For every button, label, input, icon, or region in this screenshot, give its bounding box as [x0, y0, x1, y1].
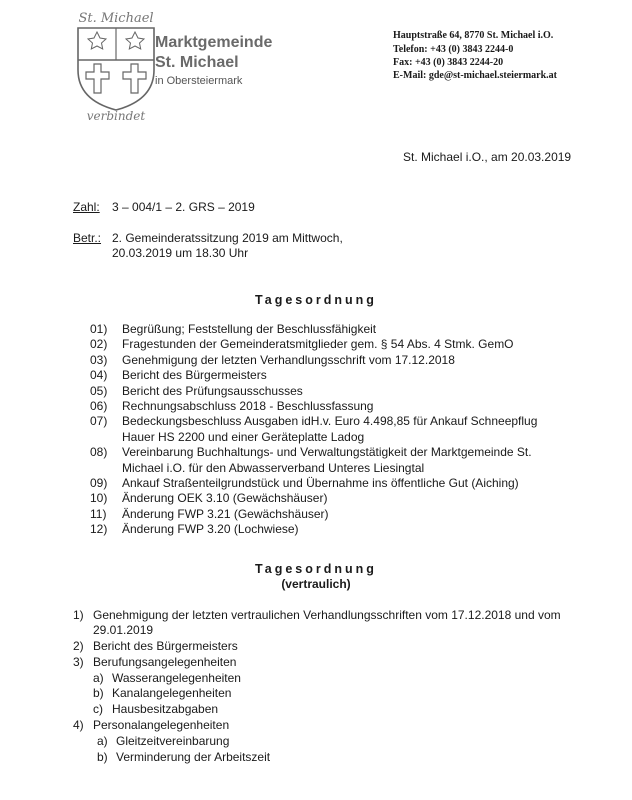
- betr-line-2: 20.03.2019 um 18.30 Uhr: [112, 246, 249, 260]
- confidential-agenda-title: Tagesordnung: [255, 562, 377, 576]
- agenda-item-text: Änderung FWP 3.20 (Lochwiese): [122, 522, 299, 537]
- agenda-item-text: Begrüßung; Feststellung der Beschlussfähigkeit: [122, 322, 377, 336]
- agenda-item-number: 10): [90, 491, 108, 506]
- zahl-label: Zahl:: [73, 200, 100, 214]
- agenda-item-number: 06): [90, 399, 108, 414]
- contact-phone: Telefon: +43 (0) 3843 2244-0: [393, 44, 514, 55]
- agenda-item: [90, 322, 560, 337]
- confidential-subitem-text: Gleitzeitvereinbarung: [116, 734, 230, 748]
- agenda-item-number: 02): [90, 337, 108, 352]
- confidential-subitem-number: a): [97, 734, 108, 748]
- zahl-value: 3 – 004/1 – 2. GRS – 2019: [112, 200, 255, 214]
- confidential-subitem-text: Hausbesitzabgaben: [112, 702, 219, 716]
- agenda-item-text: Rechnungsabschluss 2018 - Beschlussfassung: [122, 399, 374, 414]
- confidential-subitem-number: c): [93, 702, 103, 716]
- logo-bottom-text: verbindet: [86, 109, 146, 123]
- agenda-item-text: Bedeckungsbeschluss Ausgaben idH.v. Euro 4.498,85 für Ankauf Schneepflug Hauer HS 2200 und einer Geräteplatte Ladog: [122, 414, 538, 444]
- confidential-item-text: Personalangelegenheiten: [93, 718, 230, 732]
- agenda-item-number: 08): [90, 445, 108, 460]
- agenda-item-text: Ankauf Straßenteilgrundstück und Übernahme ins öffentliche Gut (Aiching): [122, 476, 519, 491]
- agenda-item: [90, 522, 560, 537]
- agenda-item: [90, 384, 560, 399]
- agenda-item: [90, 476, 560, 491]
- brand-line-2: St. Michael: [155, 54, 239, 71]
- agenda-item-number: 03): [90, 352, 108, 367]
- agenda-item: [90, 445, 560, 476]
- star-icon: [126, 32, 144, 49]
- agenda-item-number: 07): [90, 414, 108, 429]
- betr-line-1: 2. Gemeinderatssitzung 2019 am Mittwoch,: [112, 231, 343, 245]
- agenda-item-text: Bericht des Bürgermeisters: [122, 368, 267, 383]
- confidential-item-number: 1): [73, 608, 84, 622]
- star-icon: [88, 32, 106, 49]
- confidential-subitem-number: a): [93, 671, 104, 685]
- confidential-agenda-subtitle: (vertraulich): [281, 577, 351, 591]
- agenda-item: [90, 353, 560, 368]
- confidential-item-number: 4): [73, 718, 84, 732]
- agenda-item: [90, 414, 560, 445]
- agenda-item-text: Bericht des Prüfungsausschusses: [122, 383, 303, 398]
- betr-label: Betr.:: [73, 231, 102, 245]
- coat-of-arms-logo: [72, 8, 160, 124]
- brand-line-1: Marktgemeinde: [155, 34, 273, 51]
- agenda-item-text: Änderung OEK 3.10 (Gewächshäuser): [122, 491, 328, 506]
- agenda-item: [90, 399, 560, 414]
- place-date: St. Michael i.O., am 20.03.2019: [403, 150, 572, 164]
- agenda-item: [90, 337, 560, 352]
- agenda-item-number: 05): [90, 383, 108, 398]
- confidential-subitem-text: Wasserangelegenheiten: [112, 671, 241, 685]
- confidential-item-text: Bericht des Bürgermeisters: [93, 639, 238, 653]
- contact-address: Hauptstraße 64, 8770 St. Michael i.O.: [393, 30, 554, 41]
- brand-line-3: in Obersteiermark: [155, 75, 243, 87]
- agenda-item-number: 01): [90, 322, 108, 336]
- confidential-subitem-text: Kanalangelegenheiten: [112, 686, 232, 700]
- confidential-item-text: Genehmigung der letzten vertraulichen Verhandlungsschriften vom 17.12.2018 und vom: [93, 608, 561, 622]
- contact-fax: Fax: +43 (0) 3843 2244-20: [393, 57, 504, 68]
- agenda-item: [90, 507, 560, 522]
- confidential-subitem-text: Verminderung der Arbeitszeit: [116, 750, 271, 764]
- confidential-subitem-number: b): [97, 750, 108, 764]
- confidential-subitem-number: b): [93, 686, 104, 700]
- confidential-item-number: 2): [73, 639, 84, 653]
- cross-icon: [86, 64, 109, 93]
- agenda-item: [90, 491, 560, 506]
- confidential-item-text-continued: 29.01.2019: [93, 623, 154, 637]
- contact-email: E-Mail: gde@st-michael.steiermark.at: [393, 70, 557, 81]
- cross-icon: [123, 64, 146, 93]
- agenda-item-number: 11): [90, 506, 107, 521]
- agenda-item-text: Änderung FWP 3.21 (Gewächshäuser): [122, 506, 329, 521]
- agenda-item-number: 04): [90, 368, 108, 383]
- agenda-item-text: Genehmigung der letzten Verhandlungsschrift vom 17.12.2018: [122, 352, 455, 367]
- logo-top-text: St. Michael: [78, 11, 154, 26]
- agenda-item-number: 12): [90, 522, 108, 537]
- agenda-item-text: Vereinbarung Buchhaltungs- und Verwaltungstätigkeit der Marktgemeinde St. Michael i.O. für den Abwasserverband Unteres Liesingtal: [122, 445, 532, 475]
- agenda-list: [90, 322, 560, 538]
- agenda-title: Tagesordnung: [255, 293, 377, 307]
- agenda-item-text: Fragestunden der Gemeinderatsmitglieder gem. § 54 Abs. 4 Stmk. GemO: [122, 337, 514, 352]
- confidential-item-number: 3): [73, 655, 84, 669]
- confidential-item-text: Berufungsangelegenheiten: [93, 655, 237, 669]
- agenda-item-number: 09): [90, 476, 108, 491]
- agenda-item: [90, 368, 560, 383]
